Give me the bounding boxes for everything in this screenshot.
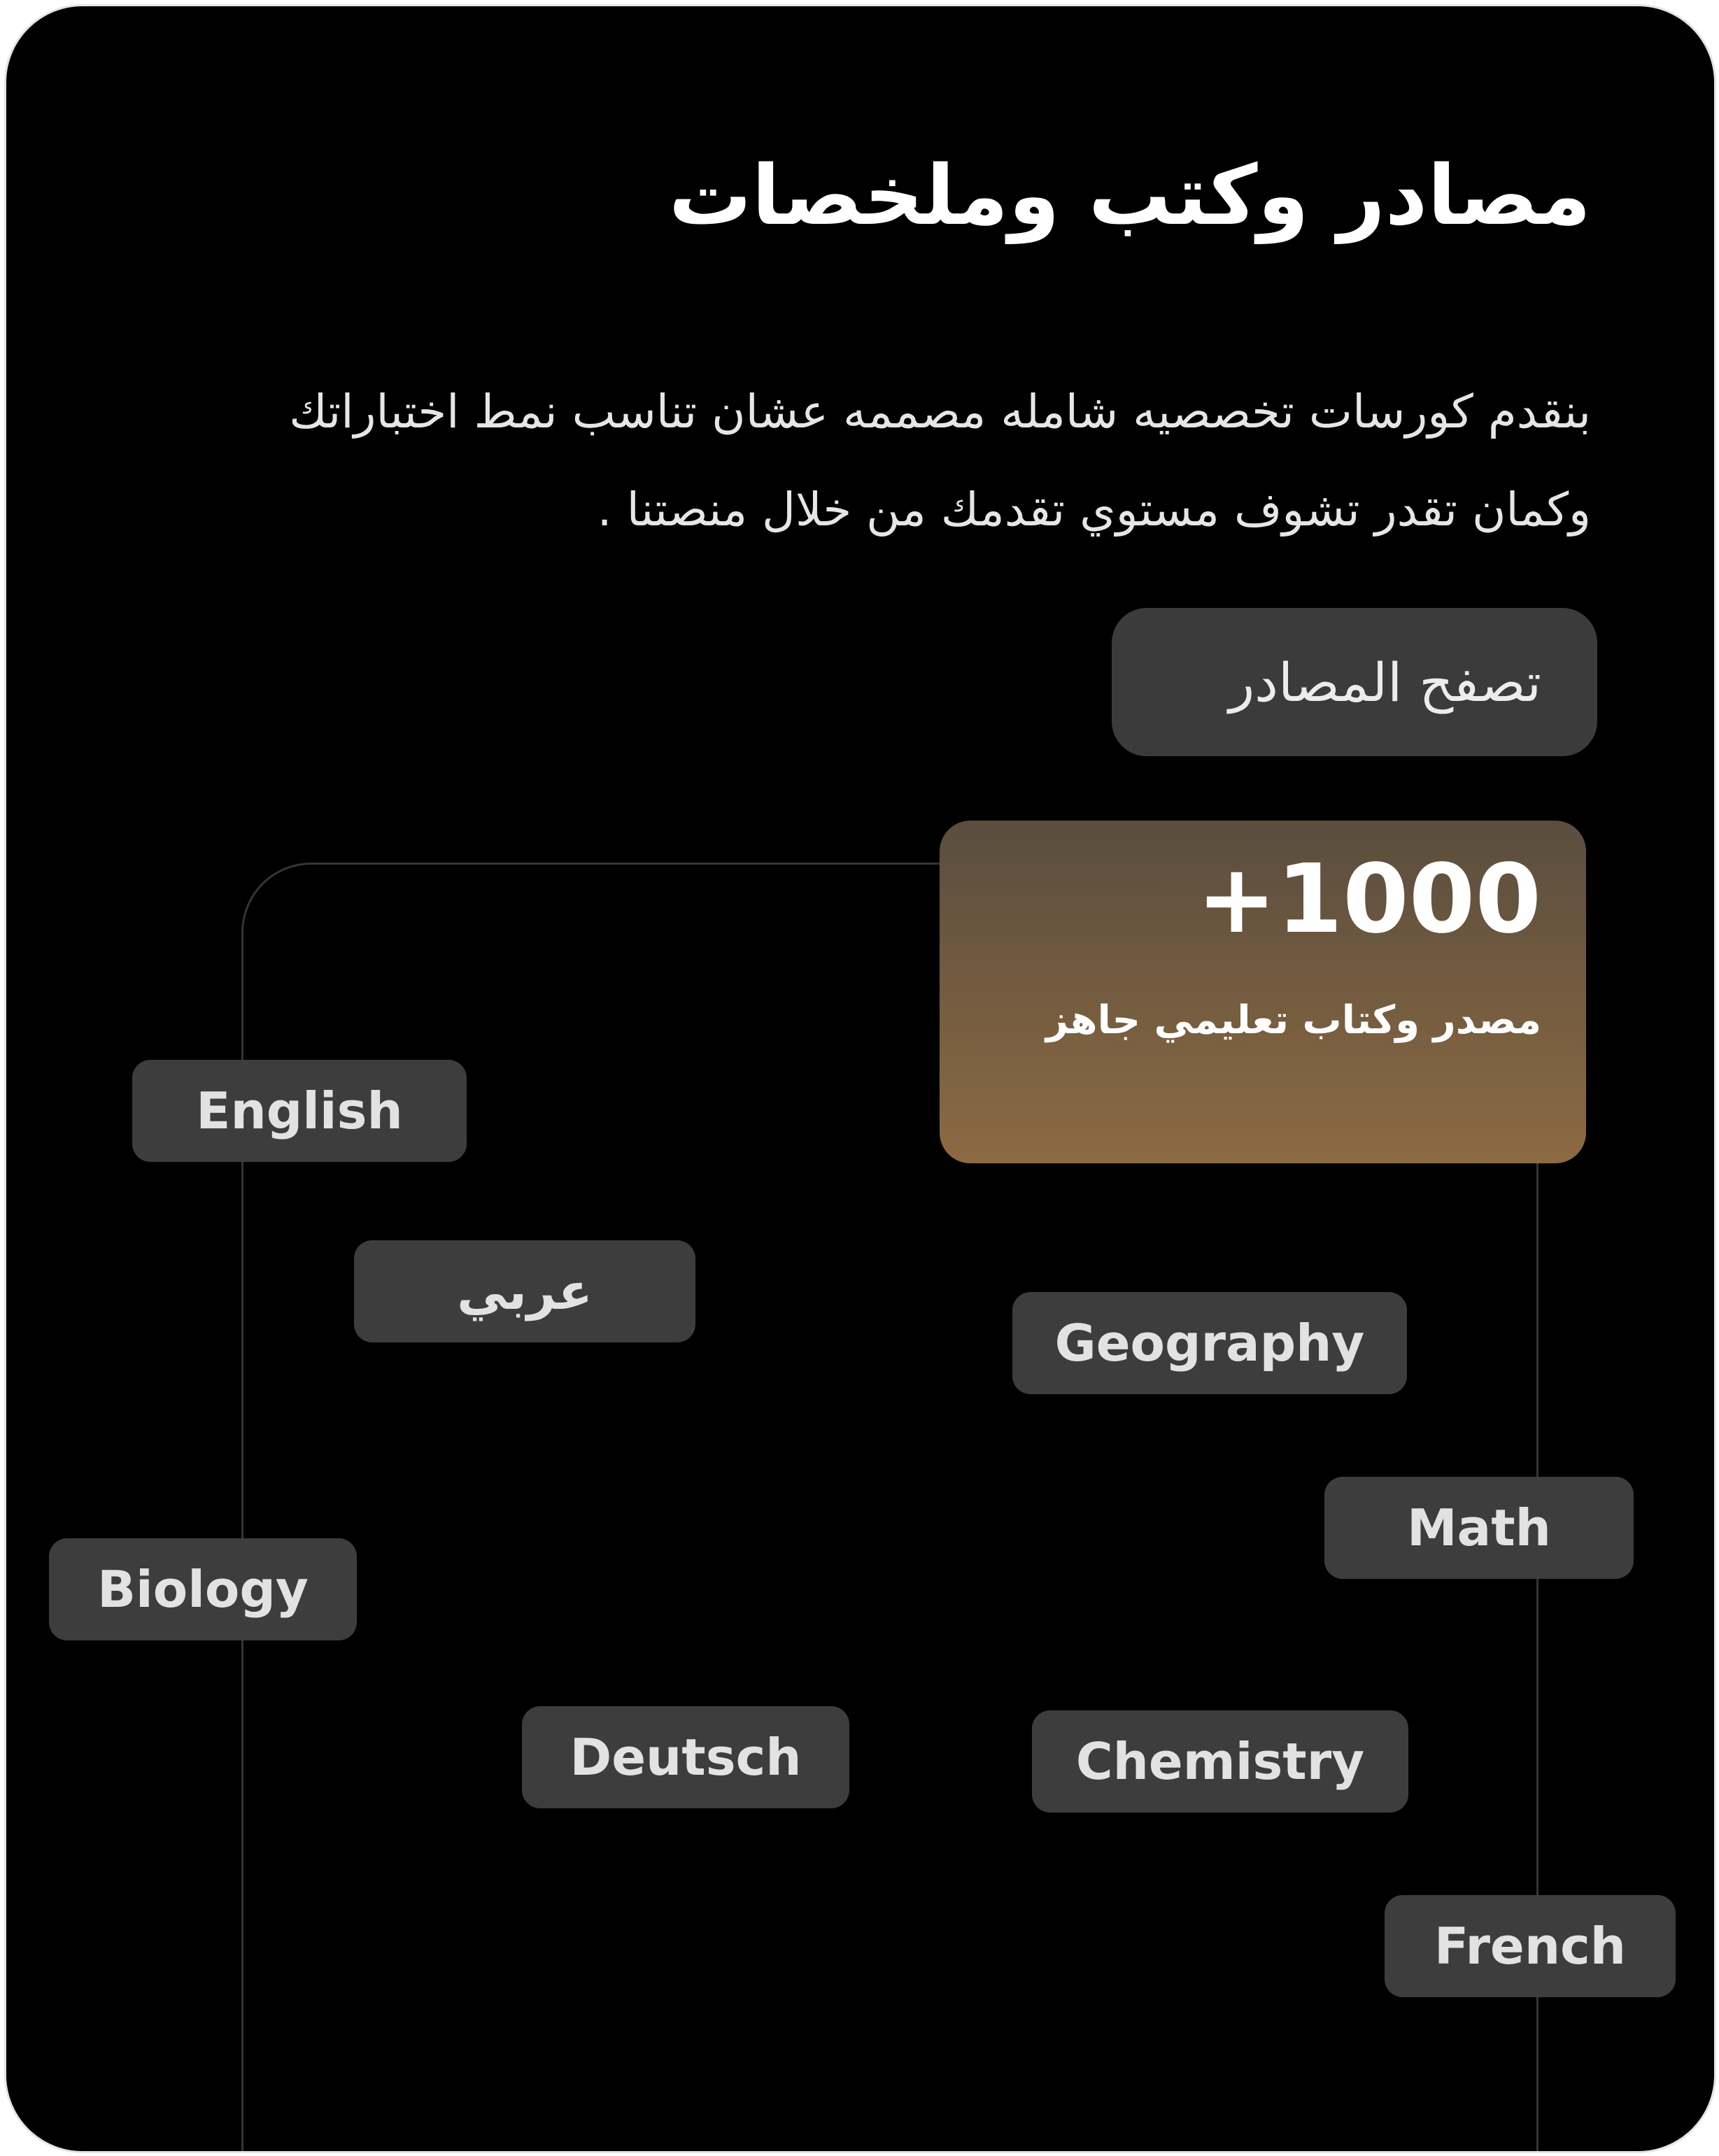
- subject-tag-chemistry[interactable]: Chemistry: [1032, 1710, 1408, 1813]
- subject-tag-french[interactable]: French: [1385, 1895, 1676, 1997]
- subject-tag-biology[interactable]: Biology: [49, 1538, 357, 1640]
- description-line-2: وكمان تقدر تشوف مستوي تقدمك من خلال منصتنا .: [597, 483, 1591, 537]
- subject-tag-geography[interactable]: Geography: [1012, 1292, 1407, 1394]
- resources-count-card: [940, 821, 1586, 1163]
- description-line-1: بنقدم كورسات تخصصيه شامله مصممه عشان تناسب نمط اختباراتك: [289, 385, 1591, 439]
- subject-tag-deutsch[interactable]: Deutsch: [522, 1706, 849, 1808]
- section-title: مصادر وكتب وملخصات: [668, 147, 1591, 243]
- resources-card: [4, 4, 1716, 2153]
- resources-count-label: مصدر وكتاب تعليمي جاهز: [1045, 997, 1541, 1043]
- subject-tag-english[interactable]: English: [132, 1060, 467, 1162]
- section-description: [289, 363, 1591, 559]
- resources-count: +1000: [1196, 844, 1541, 955]
- subject-tag-arabic[interactable]: عربي: [354, 1240, 695, 1342]
- browse-resources-button[interactable]: تصفح المصادر: [1112, 608, 1597, 756]
- subject-tag-math[interactable]: Math: [1324, 1477, 1634, 1579]
